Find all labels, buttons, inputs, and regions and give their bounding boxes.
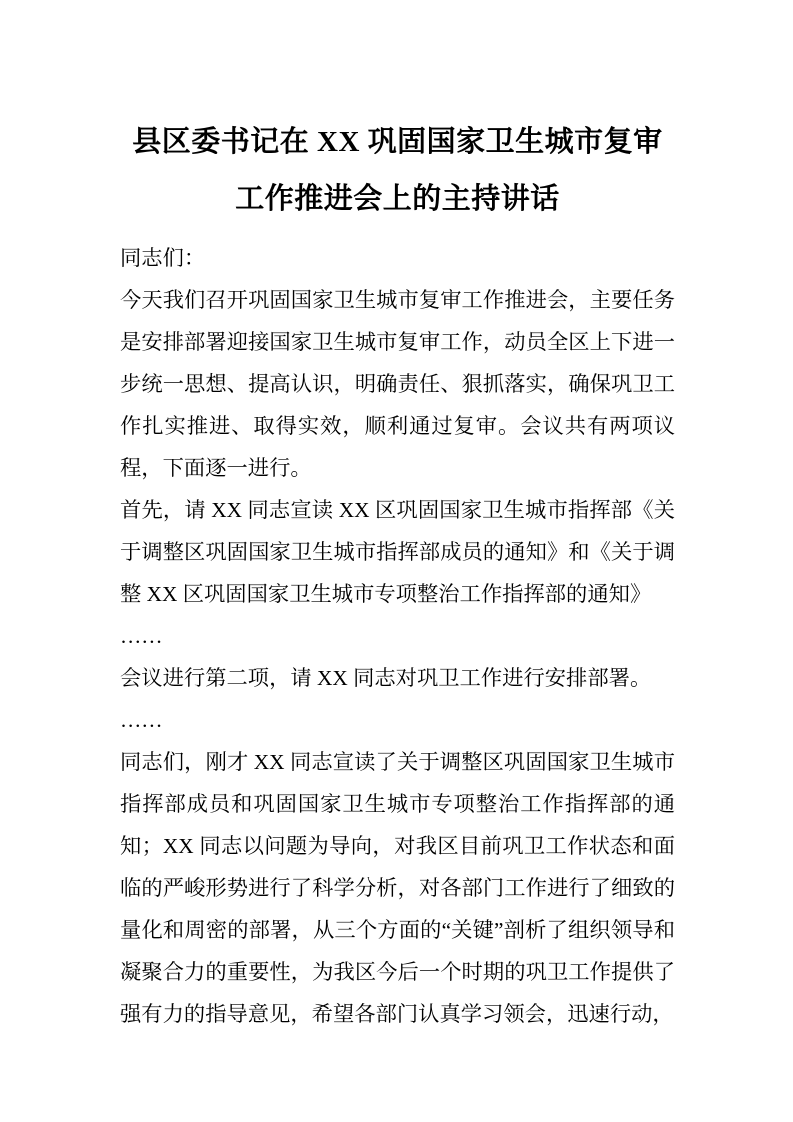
paragraph: 首先，请 XX 同志宣读 XX 区巩固国家卫生城市指挥部《关于调整区巩固国家卫生城市指挥部成员的通知》和《关于调整 XX 区巩固国家卫生城市专项整治工作指挥部的通知》 xyxy=(120,498,675,606)
document-body xyxy=(120,237,675,1035)
paragraph: 同志们： xyxy=(120,246,206,270)
paragraph: 今天我们召开巩固国家卫生城市复审工作推进会，主要任务是安排部署迎接国家卫生城市复审工作，动员全区上下进一步统一思想、提高认识，明确责任、狠抓落实，确保巩卫工作扎实推进、取得实效，顺利通过复审。会议共有两项议程，下面逐一进行。 xyxy=(120,288,675,480)
document-title: 县区委书记在 XX 巩固国家卫生城市复审工作推进会上的主持讲话 xyxy=(132,126,663,215)
paragraph: 同志们，刚才 XX 同志宣读了关于调整区巩固国家卫生城市指挥部成员和巩固国家卫生城市专项整治工作指挥部的通知；XX 同志以问题为导向，对我区目前巩卫工作状态和面临的严峻形势进行了科学分析，对各部门工作进行了细致的量化和周密的部署，从三个方面的“关键”剖析了组织领导和凝聚合力的重要性，为我区今后一个时期的巩卫工作提供了强有力的指导意见，希望各部门认真学习领会，迅速行动， xyxy=(120,750,675,1026)
paragraph: 会议进行第二项，请 XX 同志对巩卫工作进行安排部署。 xyxy=(120,666,652,690)
paragraph: …… xyxy=(120,708,163,732)
paragraph: …… xyxy=(120,624,163,648)
